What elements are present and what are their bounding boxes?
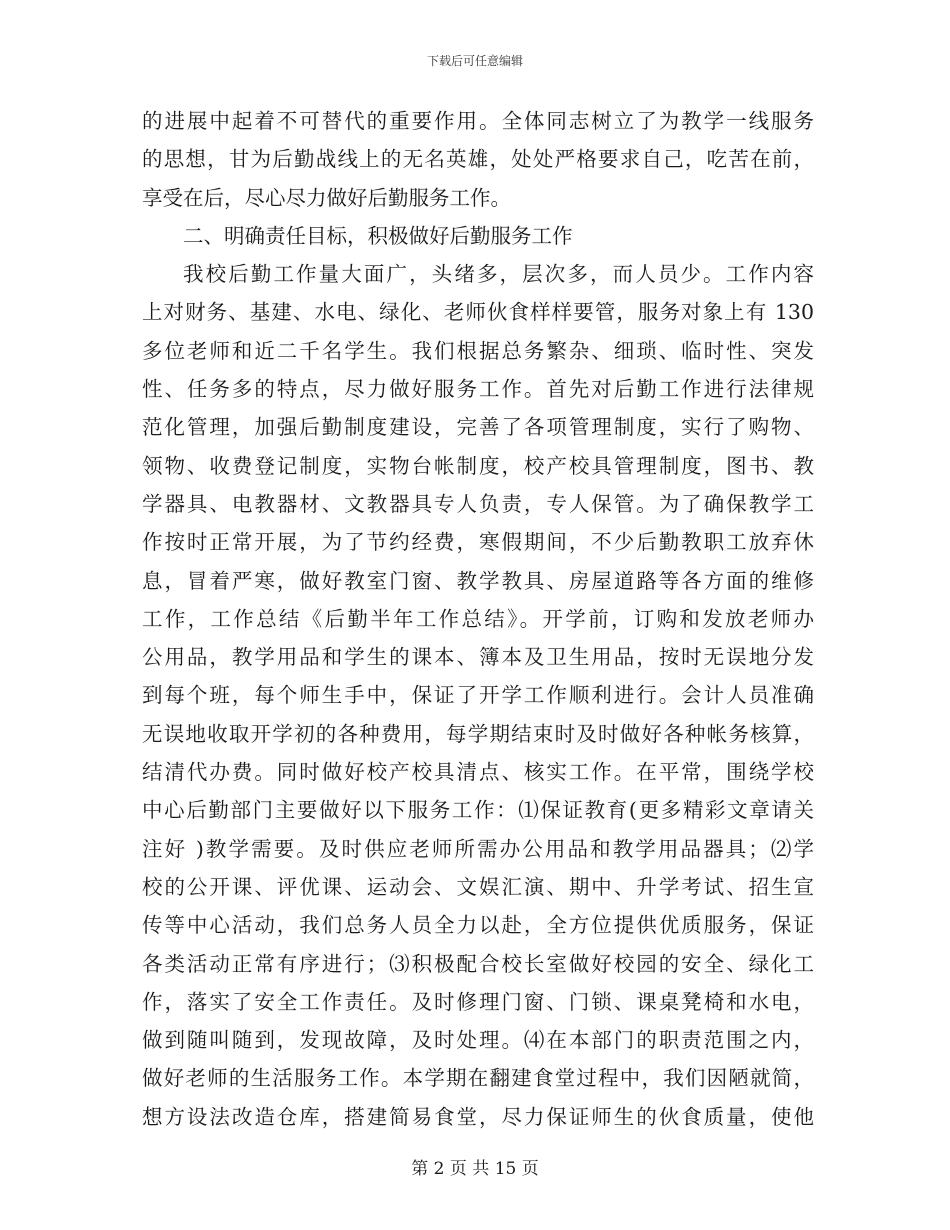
text-line: 各类活动正常有序进行；⑶积极配合校长室做好校园的安全、绿化工 bbox=[142, 951, 814, 976]
document-body bbox=[142, 102, 814, 1136]
text-line: 的进展中起着不可替代的重要作用。全体同志树立了为教学一线服务 bbox=[142, 109, 814, 133]
text-line: 多位老师和近二千名学生。我们根据总务繁杂、细琐、临时性、突发 bbox=[142, 338, 814, 363]
text-line: 做到随叫随到，发现故障，及时处理。⑷在本部门的职责范围之内， bbox=[142, 1028, 814, 1053]
text-line: 范化管理，加强后勤制度建设，完善了各项管理制度，实行了购物、 bbox=[142, 415, 814, 440]
text-line: 传等中心活动，我们总务人员全力以赴，全方位提供优质服务，保证 bbox=[142, 913, 814, 938]
text-line: 公用品，教学用品和学生的课本、簿本及卫生用品，按时无误地分发 bbox=[142, 645, 814, 670]
text-line: 性、任务多的特点，尽力做好服务工作。首先对后勤工作进行法律规 bbox=[142, 377, 814, 402]
page-footer: 第 2 页 共 15 页 bbox=[411, 1159, 539, 1179]
text-line: 学器具、电教器材、文教器具专人负责，专人保管。为了确保教学工 bbox=[142, 491, 814, 516]
text-line: 到每个班，每个师生手中，保证了开学工作顺利进行。会计人员准确 bbox=[142, 683, 814, 708]
text-line: 中心后勤部门主要做好以下服务工作：⑴保证教育(更多精彩文章请关 bbox=[142, 798, 814, 823]
section-heading: 二、明确责任目标，积极做好后勤服务工作 bbox=[183, 223, 573, 248]
text-line: 结清代办费。同时做好校产校具清点、核实工作。在平常，围绕学校 bbox=[142, 760, 814, 785]
text-line: 做好老师的生活服务工作。本学期在翻建食堂过程中，我们因陋就简， bbox=[142, 1066, 814, 1091]
text-line: 息，冒着严寒，做好教室门窗、教学教具、房屋道路等各方面的维修 bbox=[142, 568, 814, 593]
text-line: 的思想，甘为后勤战线上的无名英雄，处处严格要求自己，吃苦在前， bbox=[142, 147, 814, 172]
text-line: 工作，工作总结《后勤半年工作总结》。开学前，订购和发放老师办 bbox=[142, 606, 814, 631]
text-line: 作按时正常开展，为了节约经费，寒假期间，不少后勤教职工放弃休 bbox=[142, 530, 814, 555]
text-line: 想方设法改造仓库，搭建简易食堂，尽力保证师生的伙食质量，使他 bbox=[142, 1104, 814, 1129]
text-line: 校的公开课、评优课、运动会、文娱汇演、期中、升学考试、招生宣 bbox=[142, 874, 814, 899]
text-line: 我校后勤工作量大面广，头绪多，层次多，而人员少。工作内容 bbox=[183, 262, 814, 287]
text-line: 领物、收费登记制度，实物台帐制度，校产校具管理制度，图书、教 bbox=[142, 453, 814, 478]
page-header: 下载后可任意编辑 bbox=[426, 54, 523, 68]
text-line: 作，落实了安全工作责任。及时修理门窗、门锁、课桌凳椅和水电， bbox=[142, 989, 814, 1014]
text-line: 注好 )教学需要。及时供应老师所需办公用品和教学用品器具；⑵学 bbox=[142, 836, 814, 861]
text-line: 无误地收取开学初的各种费用，每学期结束时及时做好各种帐务核算， bbox=[142, 721, 814, 746]
text-line: 享受在后，尽心尽力做好后勤服务工作。 bbox=[142, 185, 511, 210]
text-line: 上对财务、基建、水电、绿化、老师伙食样样要管，服务对象上有 130 bbox=[142, 300, 814, 325]
